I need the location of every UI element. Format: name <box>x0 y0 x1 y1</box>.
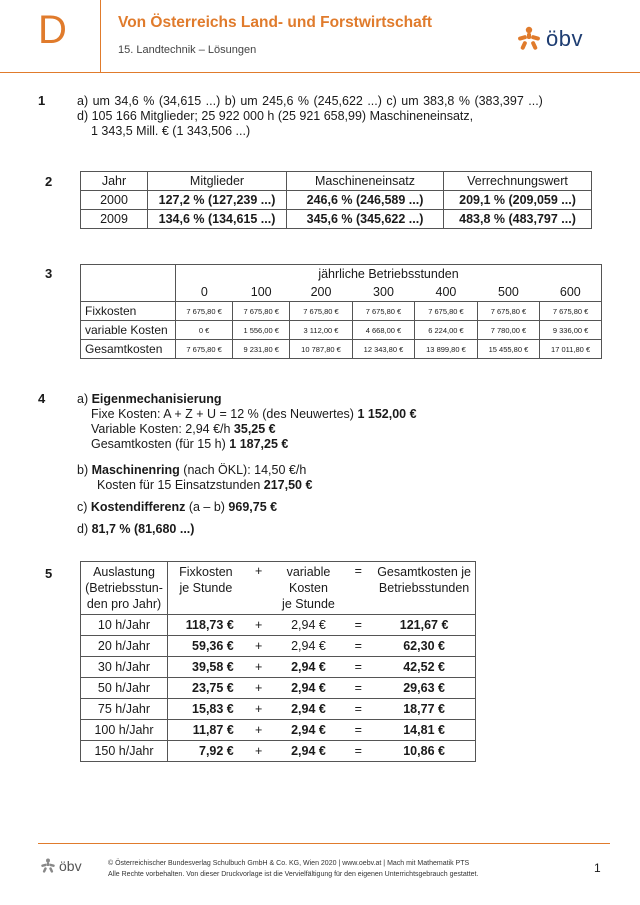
cell-total: 29,63 € <box>373 678 475 699</box>
cell: 7 675,80 € <box>176 340 233 359</box>
text: (a – b) <box>185 500 229 514</box>
task-number-4: 4 <box>38 391 46 406</box>
header-rule <box>0 72 640 73</box>
task4-a-heading: Eigenmechanisierung <box>91 392 222 406</box>
cell-eq: = <box>343 657 373 678</box>
cell: 13 899,80 € <box>415 340 477 359</box>
cell-load: 20 h/Jahr <box>81 636 168 657</box>
cell: 17 011,80 € <box>540 340 602 359</box>
cell-load: 50 h/Jahr <box>81 678 168 699</box>
cell-load: 100 h/Jahr <box>81 720 168 741</box>
cell-op: + <box>244 615 274 636</box>
cell-op: + <box>244 678 274 699</box>
cell-op: + <box>244 699 274 720</box>
cell: 2000 <box>81 191 148 210</box>
text: (nach ÖKL): 14,50 €/h <box>179 463 307 477</box>
text: den pro Jahr) <box>86 597 162 611</box>
cell: 134,6 % (134,615 ...) <box>148 210 287 229</box>
cell: 9 231,80 € <box>233 340 290 359</box>
cell: 7 675,80 € <box>176 302 233 321</box>
cell-fix: 23,75 € <box>167 678 243 699</box>
task4-b-line1 <box>77 462 306 478</box>
value: 81,7 % (81,680 ...) <box>91 522 195 536</box>
publisher-logo <box>516 26 583 52</box>
cell: 209,1 % (209,059 ...) <box>444 191 592 210</box>
cell: 10 787,80 € <box>290 340 352 359</box>
cell: 127,2 % (127,239 ...) <box>148 191 287 210</box>
table-row <box>81 302 602 321</box>
cell: 7 675,80 € <box>415 302 477 321</box>
value: 35,25 € <box>233 422 276 436</box>
cell: 3 112,00 € <box>290 321 352 340</box>
task4-a-line3 <box>91 436 288 452</box>
col-header-fix <box>167 562 243 615</box>
cell: 15 455,80 € <box>477 340 539 359</box>
cell-eq: = <box>343 615 373 636</box>
cell-total: 121,67 € <box>373 615 475 636</box>
text: Kosten für 15 Einsatzstunden <box>97 478 264 492</box>
text: c) <box>77 500 91 514</box>
cell-var: 2,94 € <box>274 699 344 720</box>
text: je Stunde <box>282 597 335 611</box>
cell: 345,6 % (345,622 ...) <box>287 210 444 229</box>
col-header-members: Mitglieder <box>148 172 287 191</box>
task4-a-prefix: a) <box>77 392 92 406</box>
hour-cell: 400 <box>415 283 477 302</box>
cell: 246,6 % (246,589 ...) <box>287 191 444 210</box>
cell-eq: = <box>343 741 373 762</box>
task-number-5: 5 <box>45 566 53 581</box>
task4-b-line2 <box>97 477 312 493</box>
value: 1 152,00 € <box>357 407 417 421</box>
cell-var: 2,94 € <box>274 657 344 678</box>
empty-corner <box>81 265 176 302</box>
cell-fix: 118,73 € <box>167 615 243 636</box>
hour-cell: 600 <box>540 283 602 302</box>
table-row <box>81 615 476 636</box>
cell-total: 18,77 € <box>373 699 475 720</box>
cell: 7 675,80 € <box>477 302 539 321</box>
cell-op: + <box>244 657 274 678</box>
table-row <box>81 678 476 699</box>
task4-a-line1 <box>91 406 417 422</box>
table-row <box>81 636 476 657</box>
costs-table <box>80 264 602 359</box>
table-row <box>81 340 602 359</box>
page-number: 1 <box>594 861 601 875</box>
text: b) <box>77 463 92 477</box>
text: Auslastung <box>93 565 155 579</box>
cell-fix: 7,92 € <box>167 741 243 762</box>
cell: 483,8 % (483,797 ...) <box>444 210 592 229</box>
cell: 2009 <box>81 210 148 229</box>
page-title: Von Österreichs Land- und Forstwirtschaft <box>118 14 433 31</box>
table-row <box>81 699 476 720</box>
text: (Betriebsstun- <box>85 581 163 595</box>
task-number-2: 2 <box>45 174 53 189</box>
logo-star-icon <box>40 858 56 874</box>
cell: 6 224,00 € <box>415 321 477 340</box>
row-label: variable Kosten <box>81 321 176 340</box>
row-label: Fixkosten <box>81 302 176 321</box>
task4-c-line <box>77 499 277 515</box>
table-row <box>81 210 592 229</box>
task-number-1: 1 <box>38 93 46 108</box>
text: variable <box>286 565 331 579</box>
text: Gesamtkosten (für 15 h) <box>91 437 230 451</box>
col-header-load <box>81 562 168 615</box>
value: 217,50 € <box>263 478 313 492</box>
text: je Stunde <box>179 581 233 595</box>
task4-b-heading: Maschinenring <box>91 463 180 477</box>
cell-var: 2,94 € <box>274 741 344 762</box>
text: Variable Kosten: 2,94 €/h <box>91 422 234 436</box>
col-header-eq: = <box>343 562 373 615</box>
hour-cell: 200 <box>290 283 352 302</box>
cell-var: 2,94 € <box>274 678 344 699</box>
col-header-var <box>274 562 344 615</box>
cell-fix: 15,83 € <box>167 699 243 720</box>
hour-cell: 500 <box>477 283 539 302</box>
task4-d-line <box>77 521 194 537</box>
cell-load: 75 h/Jahr <box>81 699 168 720</box>
cell-total: 10,86 € <box>373 741 475 762</box>
col-header-total <box>373 562 475 615</box>
text: d) <box>77 522 92 536</box>
cell-eq: = <box>343 699 373 720</box>
task-number-3: 3 <box>45 266 53 281</box>
task4-c-heading: Kostendifferenz <box>90 500 186 514</box>
cell-total: 14,81 € <box>373 720 475 741</box>
cell-op: + <box>244 720 274 741</box>
hours-caption: jährliche Betriebsstunden <box>176 265 602 284</box>
text: Gesamtkosten je <box>377 565 471 579</box>
footer-logo <box>40 858 82 874</box>
value: 1 187,25 € <box>229 437 289 451</box>
cell: 7 780,00 € <box>477 321 539 340</box>
cell-load: 150 h/Jahr <box>81 741 168 762</box>
cell-eq: = <box>343 636 373 657</box>
cell-op: + <box>244 636 274 657</box>
task1-line2: d) 105 166 Mitglieder; 25 922 000 h (25 921 658,99) Maschineneinsatz, <box>77 109 474 123</box>
cell-eq: = <box>343 678 373 699</box>
chapter-letter: D <box>38 8 67 52</box>
cell: 9 336,00 € <box>540 321 602 340</box>
cell: 7 675,80 € <box>290 302 352 321</box>
hour-cell: 100 <box>233 283 290 302</box>
header-divider <box>100 0 101 72</box>
task4-a-line2 <box>91 421 276 437</box>
cell: 12 343,80 € <box>352 340 414 359</box>
table-row <box>81 741 476 762</box>
col-header-value: Verrechnungswert <box>444 172 592 191</box>
table-row <box>81 720 476 741</box>
value: 969,75 € <box>228 500 278 514</box>
cell-eq: = <box>343 720 373 741</box>
task1-line1: a) um 34,6 % (34,615 ...) b) um 245,6 % (245,622 ...) c) um 383,8 % (383,397 ...) <box>77 94 543 108</box>
text: Fixe Kosten: A + Z + U = 12 % (des Neuwertes) <box>91 407 358 421</box>
hour-cell: 300 <box>352 283 414 302</box>
cell-fix: 11,87 € <box>167 720 243 741</box>
cell: 1 556,00 € <box>233 321 290 340</box>
table-row <box>81 321 602 340</box>
cell: 4 668,00 € <box>352 321 414 340</box>
text: Alle Rechte vorbehalten. Von dieser Druckvorlage ist die Vervielfältigung für den eigenen Unterrichtsgebrauch gestattet. <box>108 871 479 878</box>
text: Betriebsstunden <box>378 581 470 595</box>
cell-var: 2,94 € <box>274 615 344 636</box>
cell-total: 42,52 € <box>373 657 475 678</box>
cell: 7 675,80 € <box>233 302 290 321</box>
cell-fix: 59,36 € <box>167 636 243 657</box>
table-row <box>81 657 476 678</box>
logo-star-icon <box>516 26 542 52</box>
table-row <box>81 191 592 210</box>
hour-cell: 0 <box>176 283 233 302</box>
logo-text: öbv <box>546 26 583 51</box>
col-header-year: Jahr <box>81 172 148 191</box>
cell: 0 € <box>176 321 233 340</box>
text: Kosten <box>289 581 328 595</box>
membership-table <box>80 171 592 229</box>
logo-text: öbv <box>59 858 82 874</box>
footer-copyright <box>108 858 478 880</box>
cell-var: 2,94 € <box>274 636 344 657</box>
cell-fix: 39,58 € <box>167 657 243 678</box>
cell-load: 10 h/Jahr <box>81 615 168 636</box>
hourly-cost-table <box>80 561 476 762</box>
cell-total: 62,30 € <box>373 636 475 657</box>
text: Fixkosten <box>179 565 233 579</box>
text: © Österreichischer Bundesverlag Schulbuch GmbH & Co. KG, Wien 2020 | www.oebv.at | Mach mit Mathematik PTS <box>108 860 470 867</box>
col-header-machine: Maschineneinsatz <box>287 172 444 191</box>
cell-load: 30 h/Jahr <box>81 657 168 678</box>
cell-var: 2,94 € <box>274 720 344 741</box>
task4-a-title <box>77 391 222 407</box>
page-subtitle: 15. Landtechnik – Lösungen <box>118 44 257 56</box>
footer-rule <box>38 843 610 844</box>
cell-op: + <box>244 741 274 762</box>
cell: 7 675,80 € <box>352 302 414 321</box>
cell: 7 675,80 € <box>540 302 602 321</box>
col-header-plus: + <box>244 562 274 615</box>
row-label: Gesamtkosten <box>81 340 176 359</box>
task1-line3: 1 343,5 Mill. € (1 343,506 ...) <box>91 124 251 138</box>
